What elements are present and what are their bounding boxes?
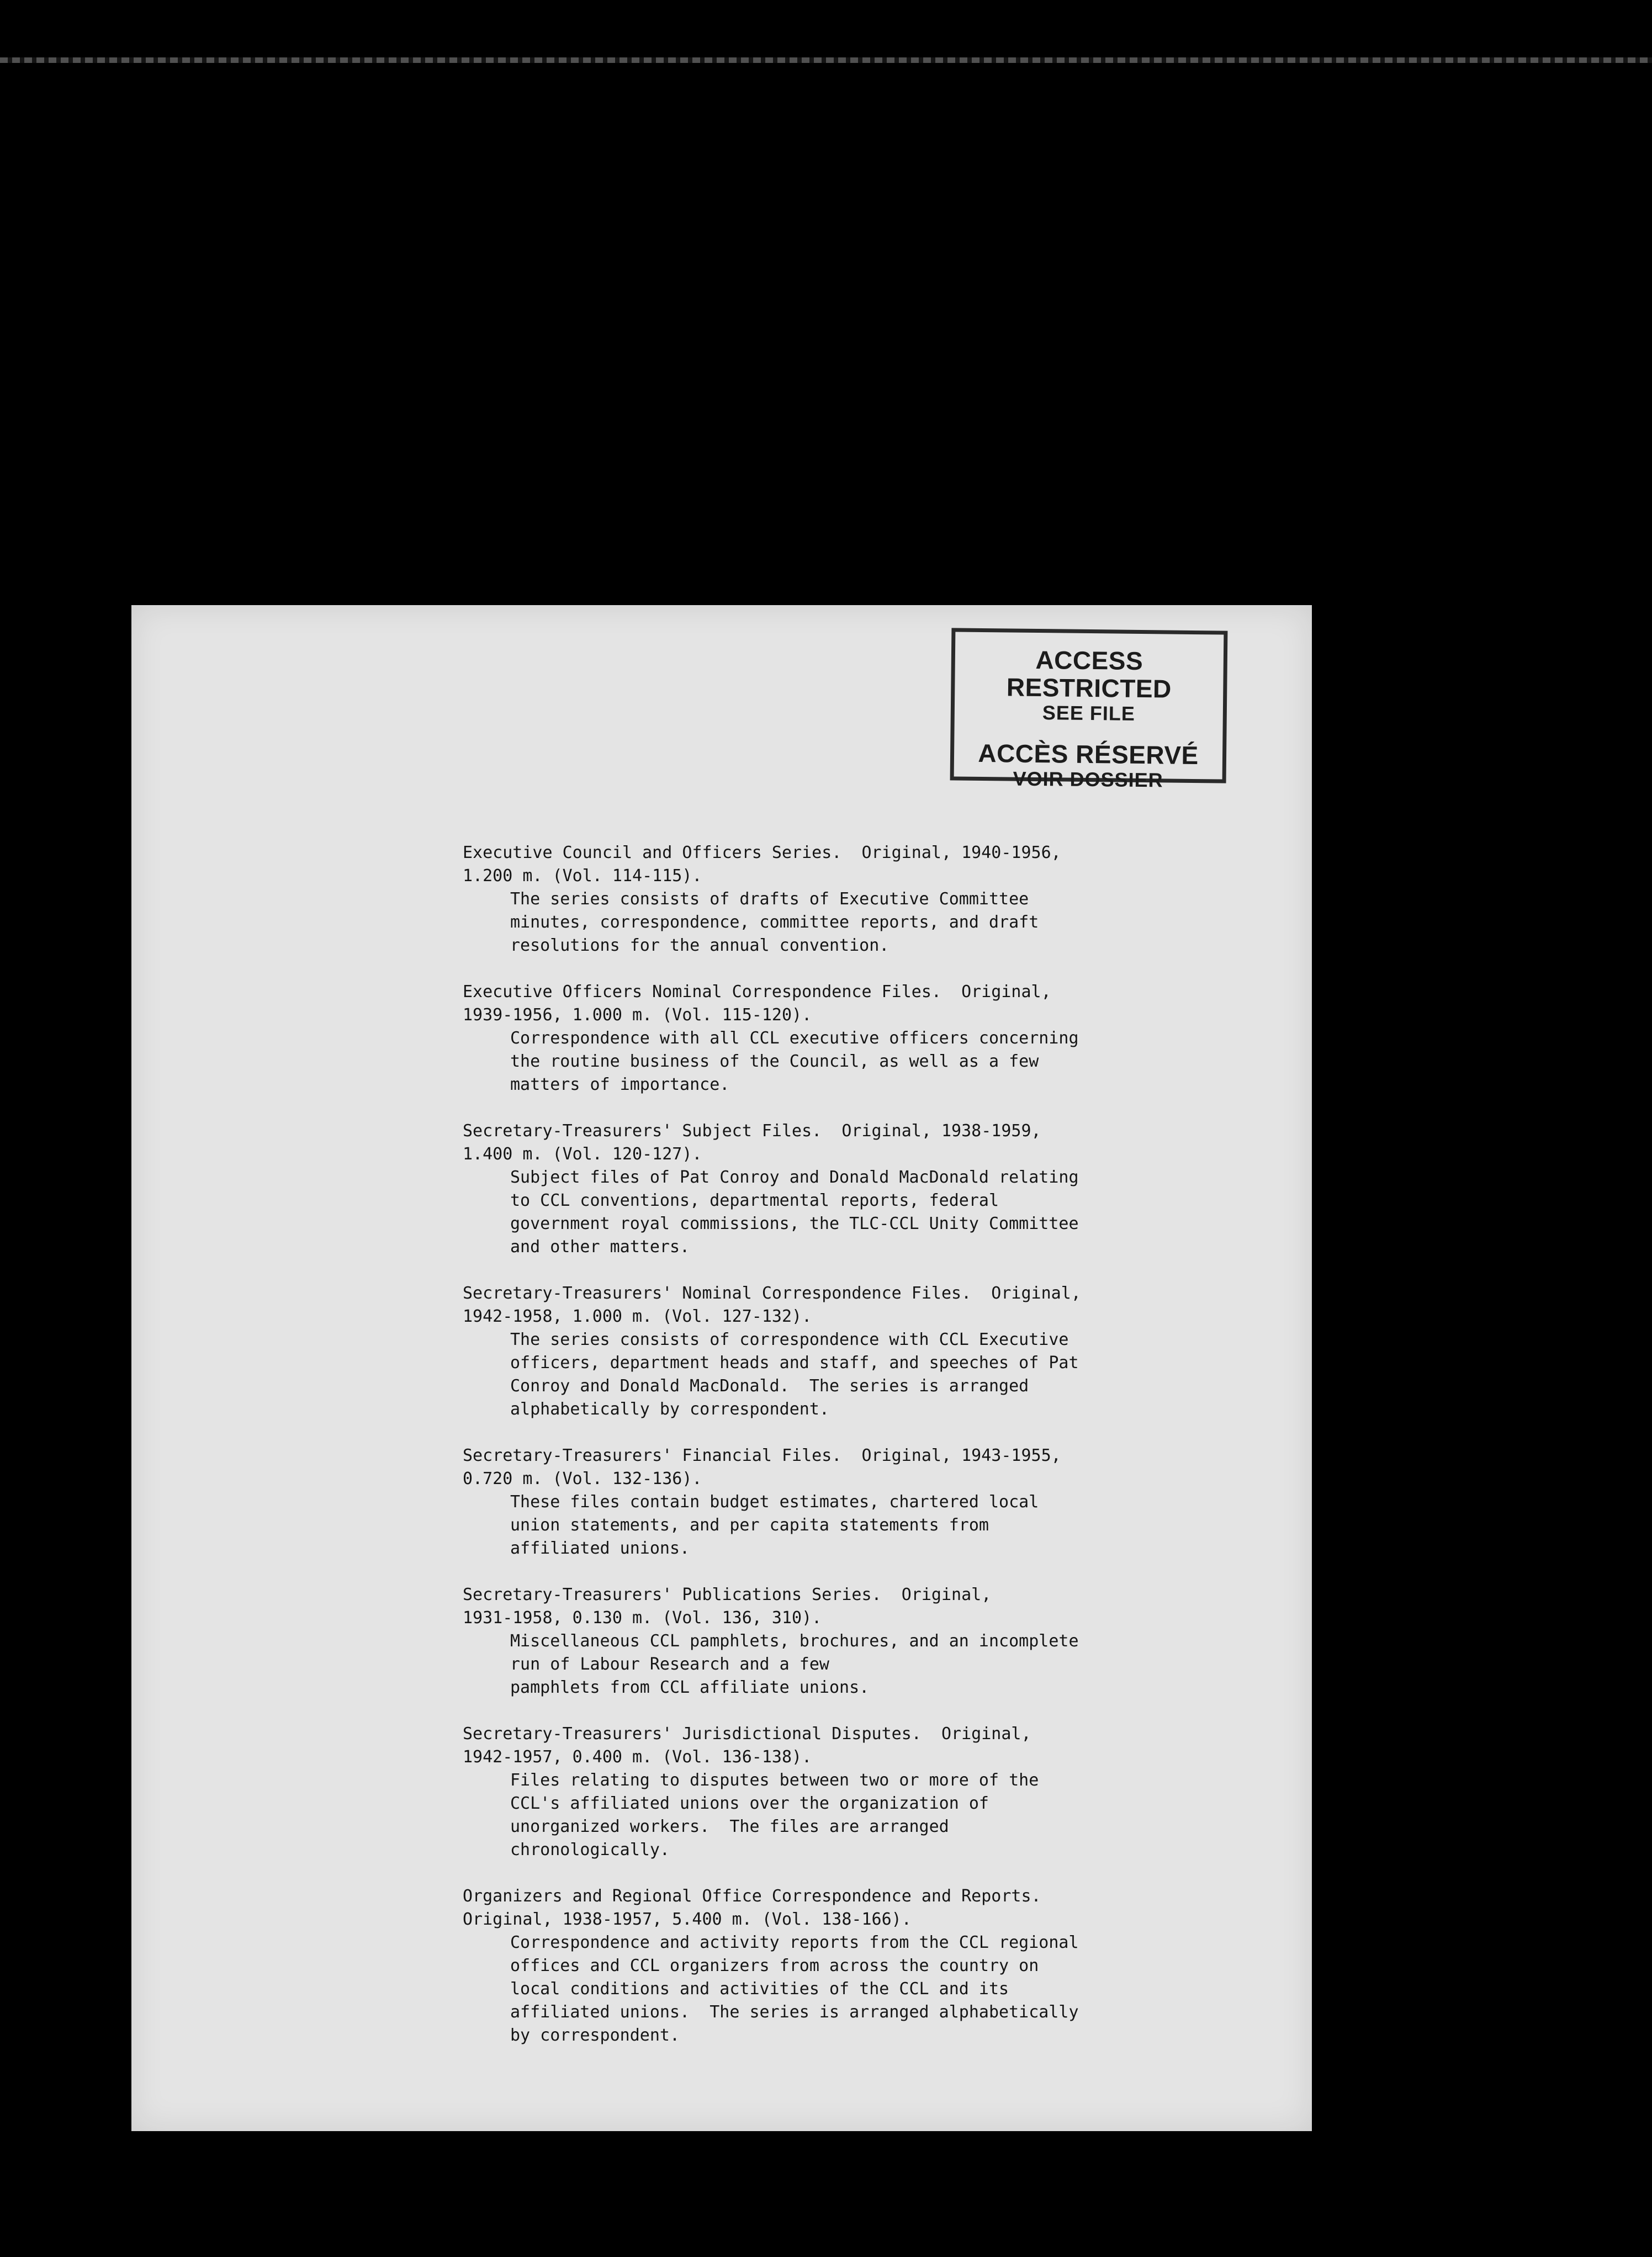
- stamp-line-acces-reserve: ACCÈS RÉSERVÉ: [978, 738, 1199, 770]
- series-heading: Secretary-Treasurers' Subject Files. Original, 1938-1959, 1.400 m. (Vol. 120-127).: [463, 1121, 1041, 1164]
- access-restricted-stamp: [950, 628, 1228, 792]
- series-description: Subject files of Pat Conroy and Donald MacDonald relating to CCL conventions, departmental reports, federal government royal commissions, the TLC-CCL Unity Committee and other matters.: [510, 1168, 1079, 1257]
- series-heading: Executive Council and Officers Series. Original, 1940-1956, 1.200 m. (Vol. 114-115).: [463, 843, 1061, 886]
- series-entry: [463, 1444, 1291, 1560]
- series-entry: [463, 1583, 1291, 1699]
- series-heading: Secretary-Treasurers' Publications Series. Original, 1931-1958, 0.130 m. (Vol. 136, 310).: [463, 1585, 992, 1628]
- series-heading: Secretary-Treasurers' Jurisdictional Disputes. Original, 1942-1957, 0.400 m. (Vol. 136-138).: [463, 1724, 1031, 1767]
- series-heading: Secretary-Treasurers' Financial Files. Original, 1943-1955, 0.720 m. (Vol. 132-136).: [463, 1446, 1061, 1488]
- series-description: These files contain budget estimates, chartered local union statements, and per capita statements from affiliated unions.: [510, 1492, 1039, 1558]
- series-entry: [463, 841, 1291, 957]
- series-heading: Executive Officers Nominal Correspondence Files. Original, 1939-1956, 1.000 m. (Vol. 115-120).: [463, 982, 1051, 1025]
- series-description: Correspondence and activity reports from the CCL regional offices and CCL organizers from across the country on local conditions and activities of the CCL and its affiliated unions. The series is arranged alphabetically by correspondent.: [510, 1933, 1079, 2045]
- series-description: Files relating to disputes between two or more of the CCL's affiliated unions over the organization of unorganized workers. The files are arranged chronologically.: [510, 1771, 1039, 1859]
- film-edge-strip: [0, 57, 1652, 63]
- series-description: Correspondence with all CCL executive officers concerning the routine business of the Council, as well as a few matters of importance.: [510, 1029, 1079, 1094]
- series-list: [463, 841, 1291, 2070]
- series-description: Miscellaneous CCL pamphlets, brochures, and an incomplete run of Labour Research and a few pamphlets from CCL affiliate unions.: [510, 1631, 1079, 1697]
- series-description: The series consists of correspondence with CCL Executive officers, department heads and staff, and speeches of Pat Conroy and Donald MacDonald. The series is arranged alphabetically by correspondent.: [510, 1330, 1079, 1419]
- series-entry: [463, 1282, 1291, 1421]
- series-heading: Organizers and Regional Office Correspondence and Reports. Original, 1938-1957, 5.400 m. (Vol. 138-166).: [463, 1887, 1041, 1929]
- series-entry: [463, 1120, 1291, 1259]
- series-entry: [463, 1885, 1291, 2047]
- stamp-line-voir-dossier: VOIR DOSSIER: [1013, 767, 1163, 792]
- stamp-line-see-file: SEE FILE: [1042, 701, 1136, 725]
- series-description: The series consists of drafts of Executive Committee minutes, correspondence, committee reports, and draft resolutions for the annual convention.: [510, 889, 1039, 955]
- series-entry: [463, 1723, 1291, 1862]
- series-heading: Secretary-Treasurers' Nominal Correspondence Files. Original, 1942-1958, 1.000 m. (Vol. 127-132).: [463, 1284, 1081, 1326]
- series-entry: [463, 981, 1291, 1096]
- stamp-line-access-restricted: ACCESS RESTRICTED: [1006, 645, 1172, 703]
- document-page: [131, 605, 1312, 2131]
